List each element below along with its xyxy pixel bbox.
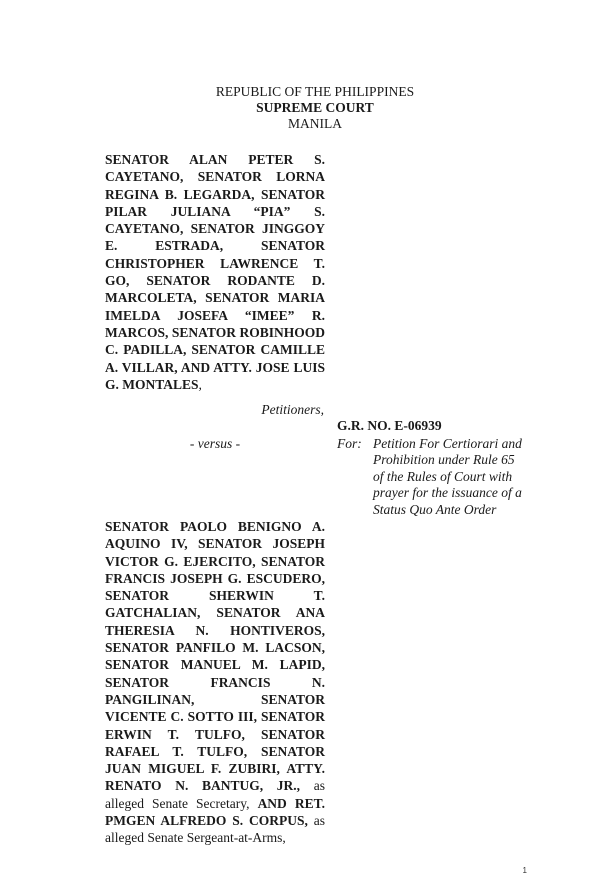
respondent-names-second: AND RET. PMGEN ALFREDO S. CORPUS,: [105, 795, 325, 829]
republic-line: REPUBLIC OF THE PHILIPPINES: [215, 84, 415, 99]
for-text: Petition For Certiorari and Prohibition under Rule 65 of the Rules of Court with prayer for the issuance of a Status Quo Ante Order: [373, 435, 522, 517]
petition-nature: [337, 436, 527, 519]
petitioner-comma: ,: [198, 376, 202, 392]
city-line: MANILA: [288, 116, 342, 131]
petitioner-names: SENATOR ALAN PETER S. CAYETANO, SENATOR LORNA REGINA B. LEGARDA, SENATOR PILAR JULIANA “PIA” S. CAYETANO, SENATOR JINGGOY E. ESTRADA, SENATOR CHRISTOPHER LAWRENCE T. GO, SENATOR RODANTE D. MARCOLETA, SENATOR MARIA IMELDA JOSEFA “IMEE” R. MARCOS, SENATOR ROBINHOOD C. PADILLA, SENATOR CAMILLE A. VILLAR, AND ATTY. JOSE LUIS G. MONTALES: [105, 152, 325, 392]
versus-label: - versus -: [189, 436, 241, 451]
case-info: [337, 418, 527, 518]
respondents-block: [105, 518, 325, 847]
case-number: G.R. NO. E-06939: [337, 418, 442, 433]
caption-heading: [0, 84, 595, 132]
court-line: SUPREME COURT: [256, 100, 374, 115]
petitioners-label: Petitioners,: [261, 402, 324, 417]
page-number: 1: [522, 866, 527, 875]
secretary-role: as alleged Senate Secretary,: [105, 778, 325, 811]
petitioners-block: [105, 151, 325, 393]
sergeant-role: as alleged Senate Sergeant-at-Arms,: [105, 813, 326, 846]
respondent-names: SENATOR PAOLO BENIGNO A. AQUINO IV, SENATOR JOSEPH VICTOR G. EJERCITO, SENATOR FRANCIS JOSEPH G. ESCUDERO, SENATOR SHERWIN T. GATCHALIAN, SENATOR ANA THERESIA N. HONTIVEROS, SENATOR PANFILO M. LACSON, SENATOR MANUEL M. LAPID, SENATOR FRANCIS N. PANGILINAN, SENATOR VICENTE C. SOTTO III, SENATOR ERWIN T. TULFO, SENATOR RAFAEL T. TULFO, SENATOR JUAN MIGUEL F. ZUBIRI, ATTY. RENATO N. BANTUG, JR.,: [105, 519, 325, 794]
for-label: For:: [337, 435, 362, 451]
